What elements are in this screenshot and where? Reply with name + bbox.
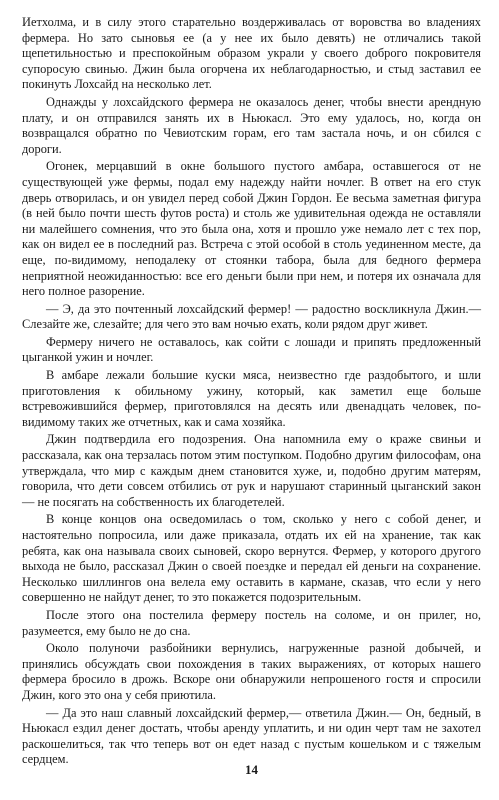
page-number: 14 <box>245 762 258 777</box>
paragraph-5: Фермеру ничего не оставалось, как сойти с лошади и припять предложенный цыганкой ужин и ночлег. <box>22 334 481 365</box>
book-page <box>22 15 481 785</box>
paragraph-4: — Э, да это почтенный лохсайдский фермер! — радостно воскликнула Джин.— Слезайте же, слезайте; для чего это вам ночью ехать, коли рядом друг живет. <box>22 301 481 332</box>
paragraph-11: — Да это наш славный лохсайдский фермер,— ответила Джин.— Он, бедный, в Ньюкасл ездил денег достать, чтобы аренду уплатить, и ни один черт там не захотел раскошелиться, так что теперь вот он едет назад с пустым кошельком и с тяжелым сердцем. <box>22 705 481 767</box>
paragraph-8: В конце концов она осведомилась о том, сколько у него с собой денег, и настоятельно попросила, или даже приказала, отдать их ей на хранение, так как ребята, как она называла своих сыновей, скоро вернутся. Фермер, у которого другого выхода не было, рассказал Джин о своей поездке и передал ей деньги на сохранение. Несколько шиллингов она велела ему оставить в кармане, сказав, что если у него совершенно не найдут денег, то это покажется подозрительным. <box>22 512 481 605</box>
paragraph-2: Однажды у лохсайдского фермера не оказалось денег, чтобы внести арендную плату, и он отправился занять их в Ньюкасл. Это ему удалось, но, когда он возвращался обратно по Чевиотским горам, его там застала ночь, и он сбился с дороги. <box>22 94 481 156</box>
paragraph-3: Огонек, мерцавший в окне большого пустого амбара, оставшегося от не существующей уже фермы, подал ему надежду найти ночлег. В ответ на его стук дверь отворилась, и он увидел перед собой Джин Гордон. Ее весьма заметная фигура (в ней было почти шесть футов роста) и столь же удивительная одежда не оставляли ни малейшего сомнения, что это была она, хотя и прошло уже немало лет с тех пор, как он видел ее в последний раз. Встреча с этой особой в столь уединенном месте, да еще, по-видимому, неподалеку от стоянки табора, была для бедного фермера неприятной неожиданностью: все его деньги были при нем, и потеря их означала для него полное разорение. <box>22 159 481 299</box>
paragraph-1: Иетхолма, и в силу этого старательно воздерживалась от воровства во владениях фермера. Но зато сыновья ее (а у нее их было девять) не отличались такой щепетильностью и преспокойным образом украли у своего доброго покровителя супоросую свинью. Джин была огорчена их неблагодарностью, и стыд заставил ее покинуть Лохсайд на несколько лет. <box>22 15 481 92</box>
paragraph-6: В амбаре лежали большие куски мяса, неизвестно где раздобытого, и шли приготовления к обильному ужину, который, как заметил еще больше встревожившийся фермер, приготовлялся на десять или двенадцать человек, по-видимому таких же отчетных, как и сама хозяйка. <box>22 368 481 429</box>
paragraph-10: Около полуночи разбойники вернулись, нагруженные разной добычей, и принялись обсуждать свои похождения в таких выражениях, от которых нашего фермера бросило в дрожь. Вскоре они обнаружили непрошеного гостя и спросили Джин, кого это она у себя приютила. <box>22 641 481 702</box>
paragraph-9: После этого она постелила фермеру постель на соломе, и он прилег, но, разумеется, ему было не до сна. <box>22 607 481 638</box>
paragraph-7: Джин подтвердила его подозрения. Она напомнила ему о краже свиньи и рассказала, как она терзалась потом этим поступком. Подобно другим философам, она утверждала, что мир с каждым днем становится хуже, и, подобно другим матерям, говорила, что дети совсем отбились от рук и нарушают старинный цыганский закон — не посягать на собственность их благодетелей. <box>22 432 481 509</box>
